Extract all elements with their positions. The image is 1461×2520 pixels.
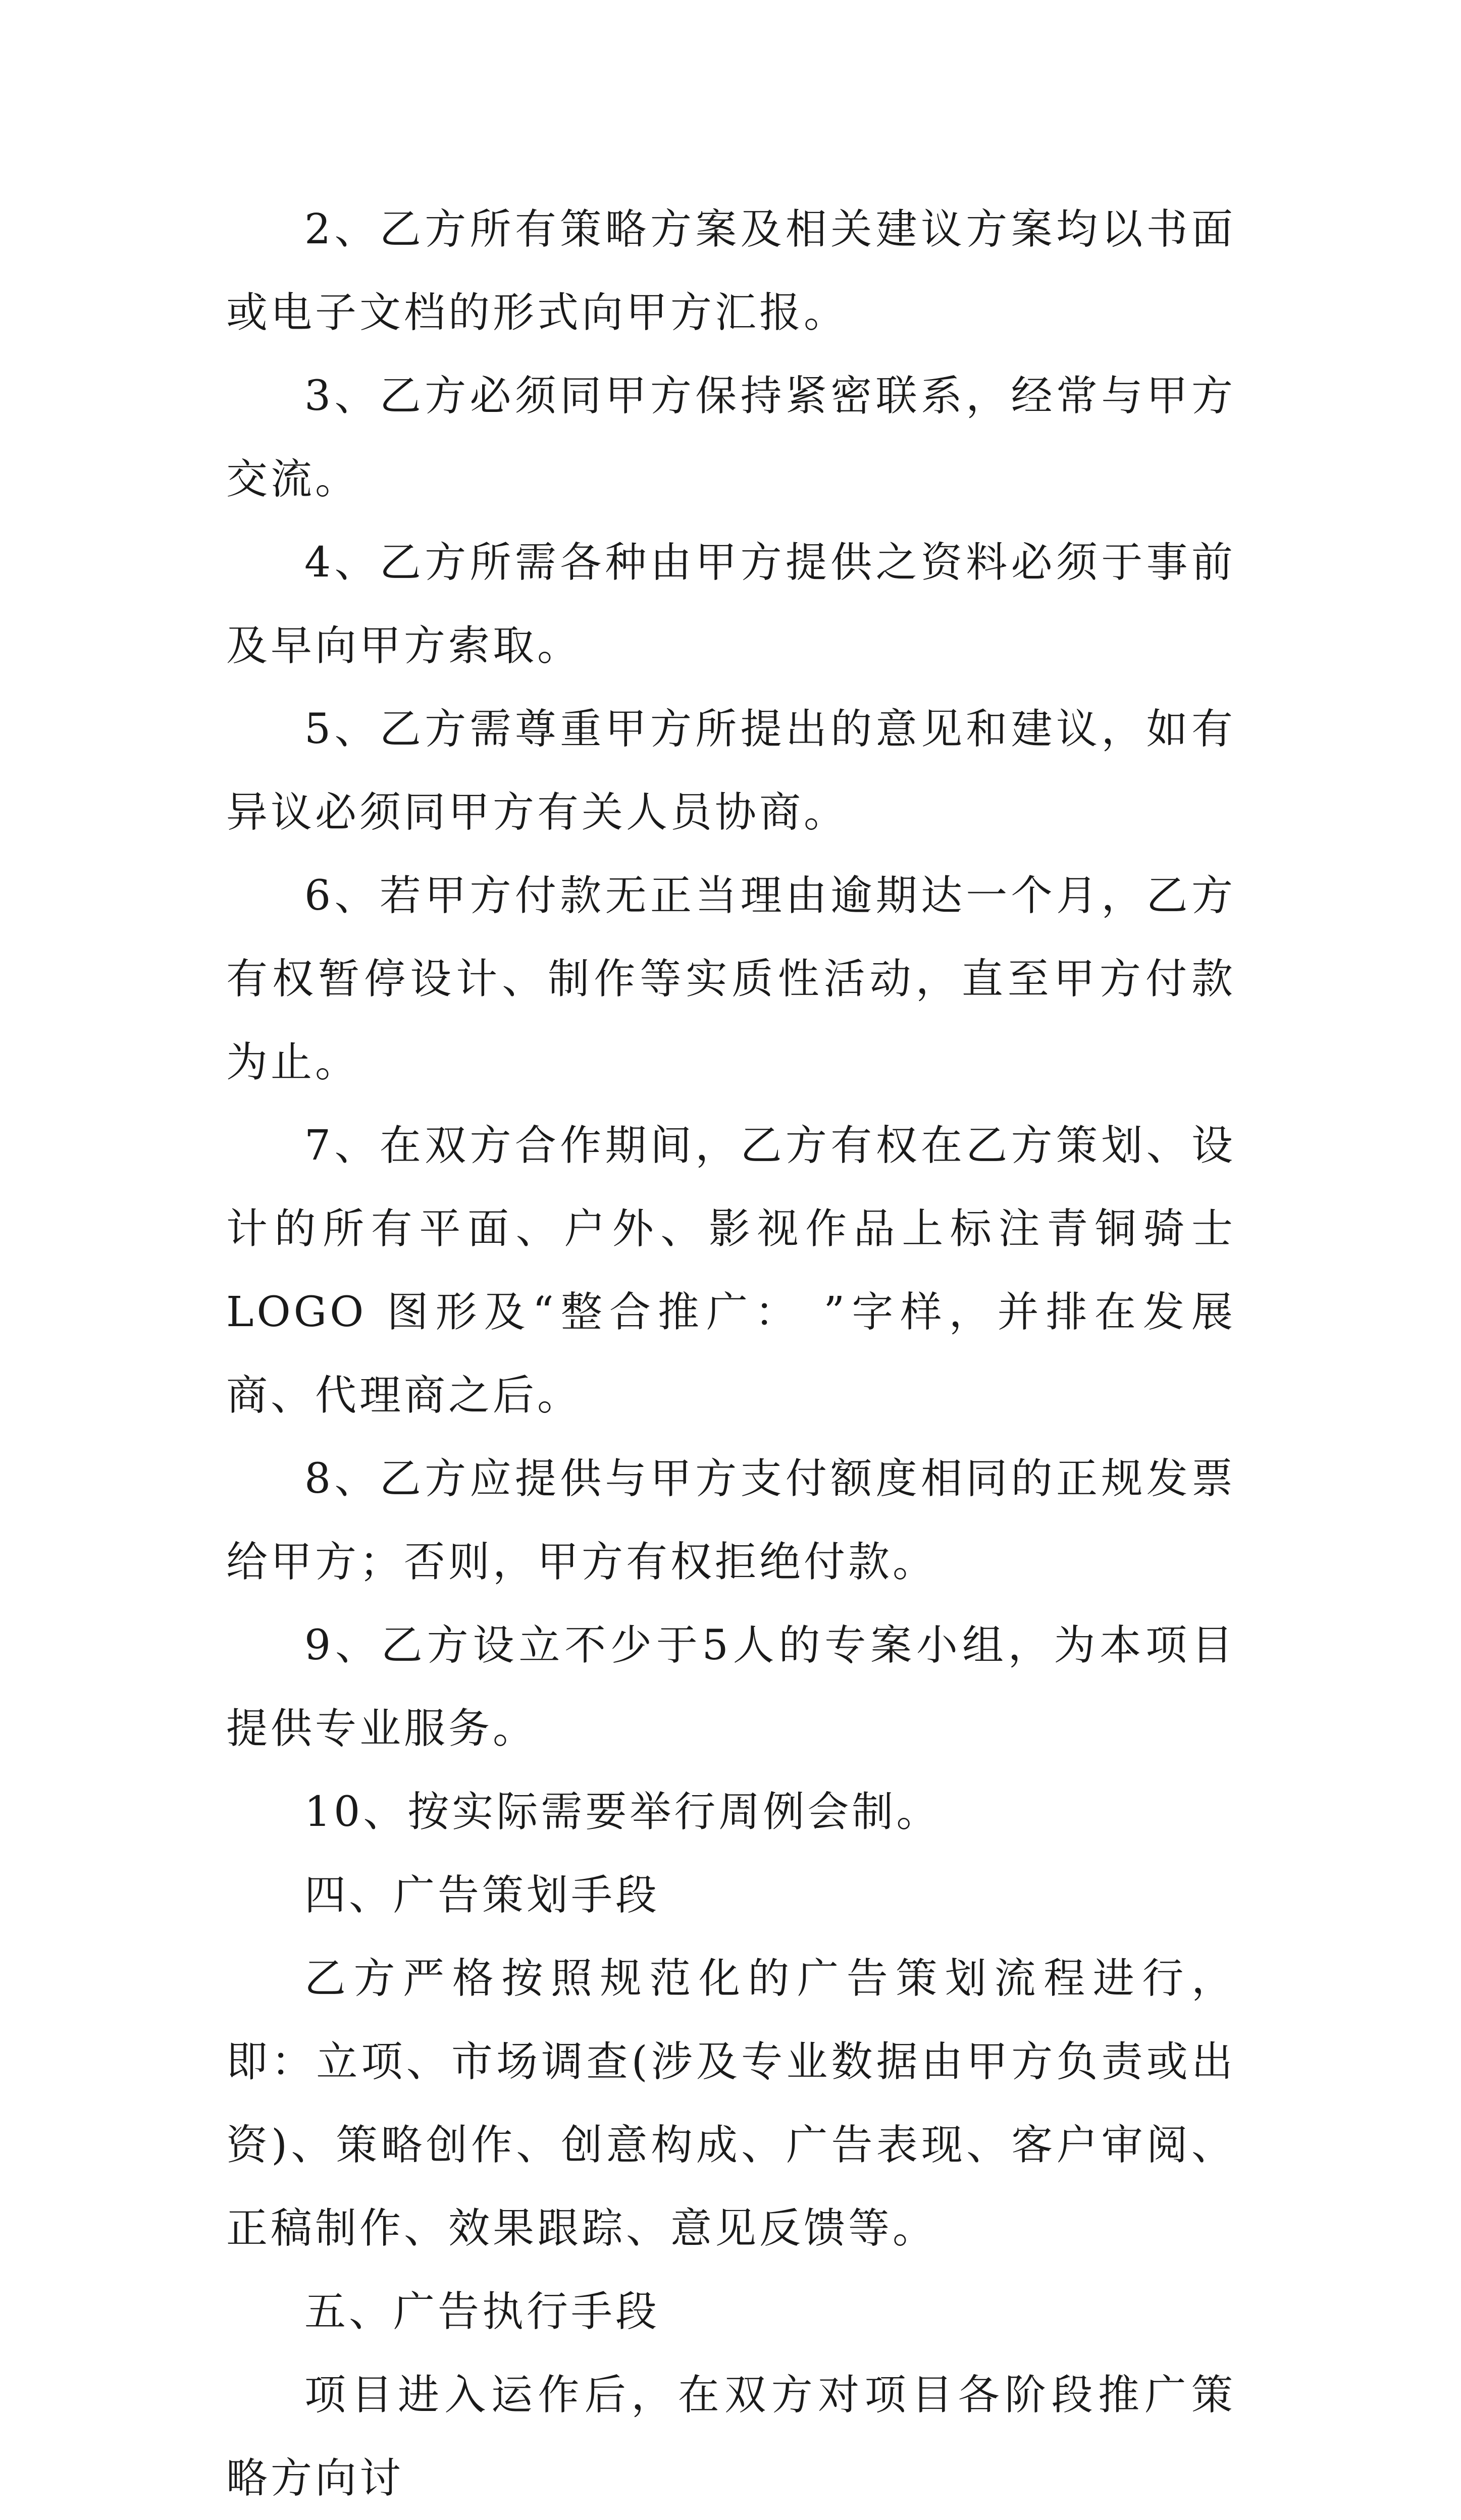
- clause-2: 2、乙方所有策略方案及相关建议方案均以书面或电子文档的形式向甲方汇报。: [226, 205, 1236, 337]
- section-heading-ad-execution: 五、广告执行手段: [304, 2288, 660, 2336]
- ad-planning-paragraph: 乙方严格按照规范化的广告策划流程进行，即：立项、市场调查(涉及专业数据由甲方负责或出资)、策略创作、创意构成、广告表现、客户审阅、正稿制作、效果跟踪、意见反馈等。: [226, 1955, 1236, 2252]
- clause-3: 3、乙方必须同甲方保持紧密联系，经常与甲方交流。: [226, 372, 1236, 503]
- clause-7: 7、在双方合作期间，乙方有权在乙方策划、设计的所有平面、户外、影视作品上标注青铜骑士LOGO 图形及“整合推广： ”字样，并排在发展商、代理商之后。: [226, 1122, 1236, 1420]
- clause-8: 8、乙方应提供与甲方支付额度相同的正规发票给甲方；否则，甲方有权拒绝付款。: [226, 1455, 1236, 1586]
- ad-execution-paragraph: 项目进入运作后，在双方对项目各阶段推广策略方向讨: [226, 2371, 1236, 2502]
- clause-5: 5、乙方需尊重甲方所提出的意见和建议，如有异议必须同甲方有关人员协商。: [226, 705, 1236, 836]
- clause-10: 10、按实际需要举行周例会制。: [304, 1788, 941, 1836]
- clause-6: 6、若甲方付款无正当理由逾期达一个月，乙方有权暂停设计、制作等实质性活动，直至甲方付款为止。: [226, 872, 1236, 1086]
- document-body: [226, 188, 1236, 2520]
- clause-9: 9、乙方设立不少于5人的专案小组，为本项目提供专业服务。: [226, 1621, 1236, 1753]
- section-heading-ad-planning: 四、广告策划手段: [304, 1871, 660, 1919]
- clause-4: 4、乙方所需各种由甲方提供之资料必须于事前及早向甲方索取。: [226, 539, 1236, 670]
